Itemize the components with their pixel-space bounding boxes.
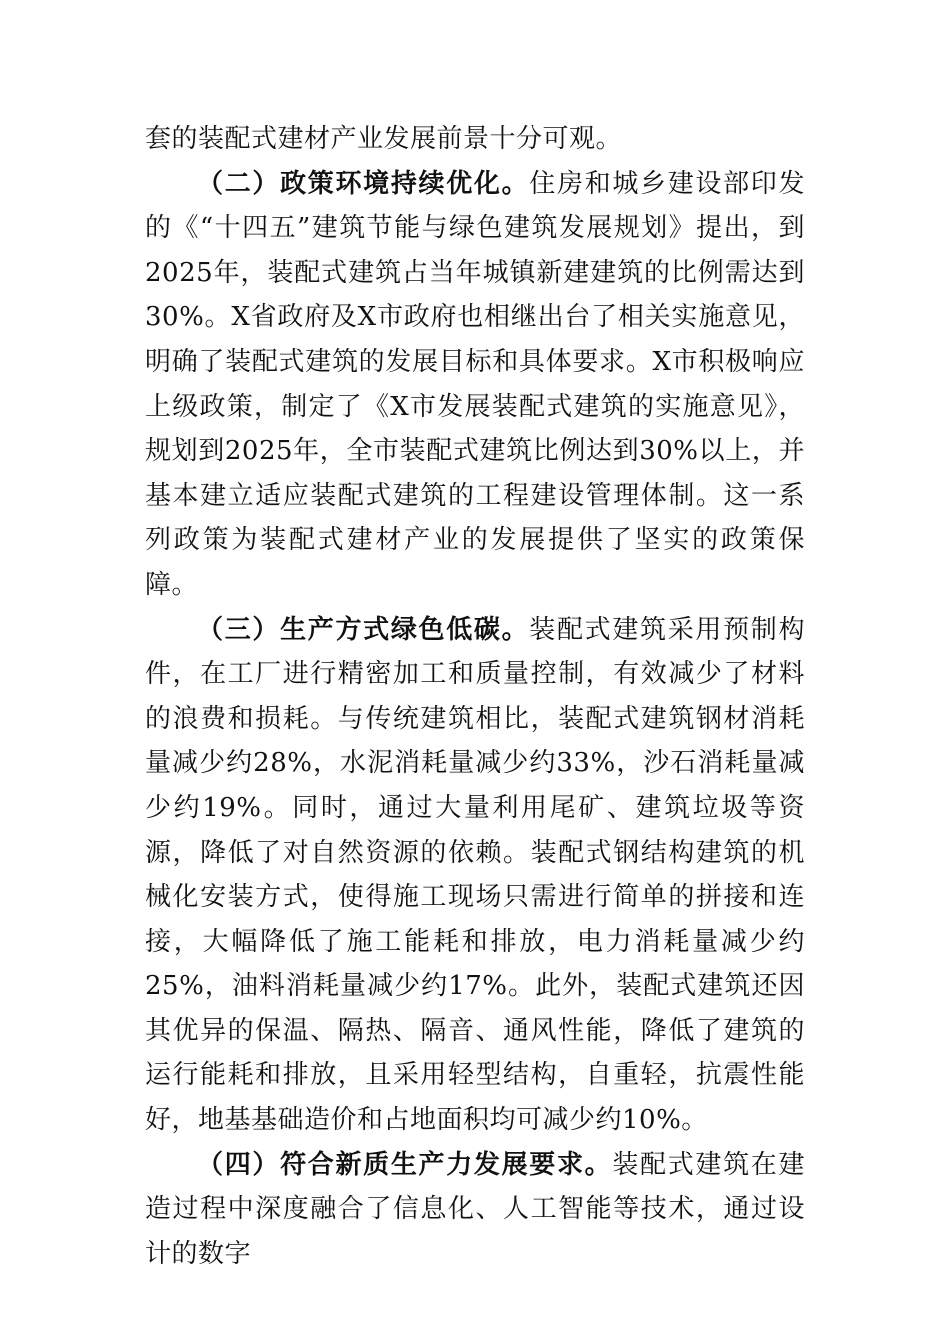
paragraph-heading: （二）政策环境持续优化。 <box>197 168 530 199</box>
paragraph-new-productivity <box>145 1143 805 1277</box>
paragraph-continuation <box>145 117 805 162</box>
document-body <box>145 117 805 1276</box>
paragraph-body: 住房和城乡建设部印发的《“十四五”建筑节能与绿色建筑发展规划》提出，到2025年，装配式建筑占当年城镇新建建筑的比例需达到30%。X省政府及X市政府也相继出台了相关实施意见，明确了装配式建筑的发展目标和具体要求。X市积极响应上级政策，制定了《X市发展装配式建筑的实施意见》，规划到2025年，全市装配式建筑比例达到30%以上，并基本建立适应装配式建筑的工程建设管理体制。这一系列政策为装配式建材产业的发展提供了坚实的政策保障。 <box>145 168 805 600</box>
paragraph-body: 装配式建筑在建造过程中深度融合了信息化、人工智能等技术，通过设计的数字 <box>145 1149 805 1269</box>
paragraph-body: 套的装配式建材产业发展前景十分可观。 <box>145 124 623 154</box>
paragraph-heading: （三）生产方式绿色低碳。 <box>197 614 530 645</box>
paragraph-policy-environment <box>145 162 805 608</box>
paragraph-green-production <box>145 608 805 1143</box>
paragraph-heading: （四）符合新质生产力发展要求。 <box>197 1149 613 1180</box>
paragraph-body: 装配式建筑采用预制构件，在工厂进行精密加工和质量控制，有效减少了材料的浪费和损耗。与传统建筑相比，装配式建筑钢材消耗量减少约28%，水泥消耗量减少约33%，沙石消耗量减少约19%。同时，通过大量利用尾矿、建筑垃圾等资源，降低了对自然资源的依赖。装配式钢结构建筑的机械化安装方式，使得施工现场只需进行简单的拼接和连接，大幅降低了施工能耗和排放，电力消耗量减少约25%，油料消耗量减少约17%。此外，装配式建筑还因其优异的保温、隔热、隔音、通风性能，降低了建筑的运行能耗和排放，且采用轻型结构，自重轻，抗震性能好，地基基础造价和占地面积均可减少约10%。 <box>145 614 805 1136</box>
